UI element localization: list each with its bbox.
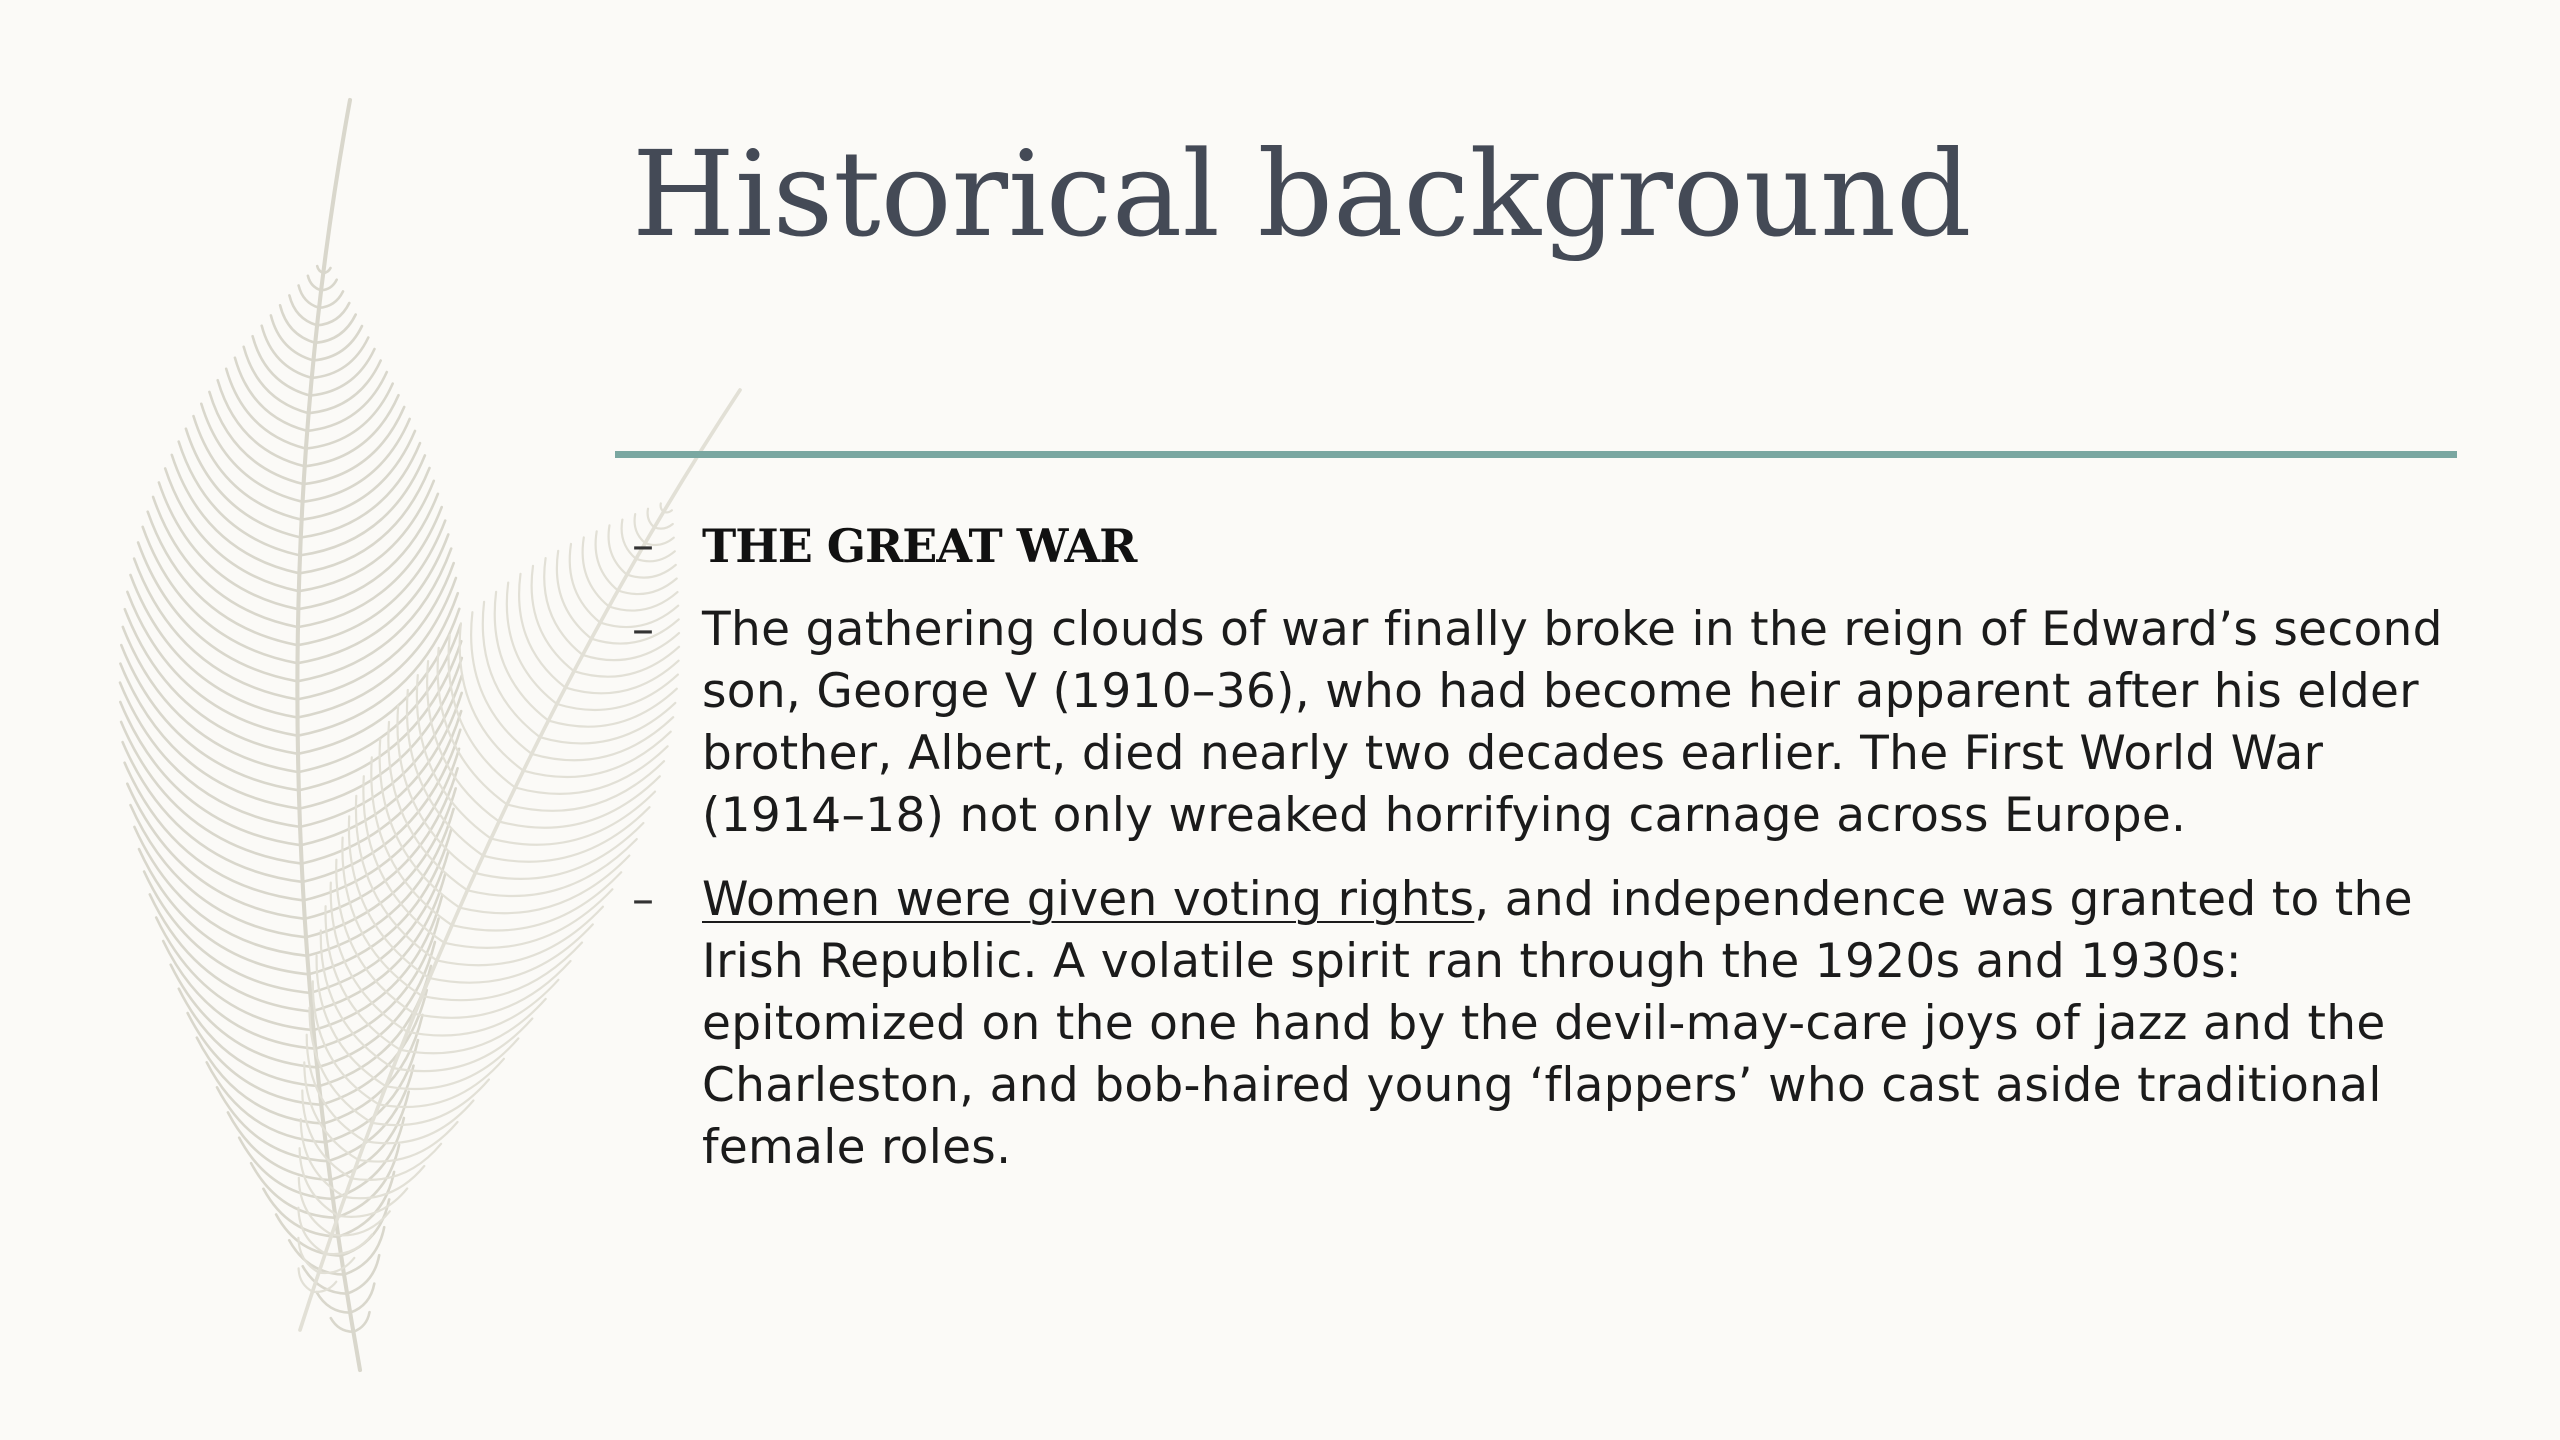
slide-title: Historical background [632, 125, 1972, 263]
bullet-paragraph-text [702, 872, 2413, 1175]
bullet-dash: – [632, 604, 654, 655]
bullet-dash: – [632, 520, 654, 571]
bullet-great-war-paragraph [632, 599, 2452, 847]
bullet-list [632, 515, 2452, 1201]
voting-rights-rest-text: , and independence was granted to the Irish Republic. A volatile spirit ran through the 1920s and 1930s: epitomized on the one hand by the devil-may-care joys of jazz and the Charleston, and bob-haired young ‘flappers’ who cast aside traditional female roles. [702, 872, 2413, 1175]
bullet-heading-text: THE GREAT WAR [702, 519, 1137, 573]
bullet-dash: – [632, 874, 654, 925]
bullet-paragraph-text: The gathering clouds of war finally broke in the reign of Edward’s second son, George V (1910–36), who had become heir apparent after his elder brother, Albert, died nearly two decades earlier. The First World War (1914–18) not only wreaked horrifying carnage across Europe. [702, 602, 2443, 843]
voting-rights-link[interactable]: Women were given voting rights [702, 872, 1475, 927]
title-divider [615, 451, 2457, 458]
bullet-heading [632, 515, 2452, 577]
bullet-voting-rights-paragraph [632, 869, 2452, 1179]
